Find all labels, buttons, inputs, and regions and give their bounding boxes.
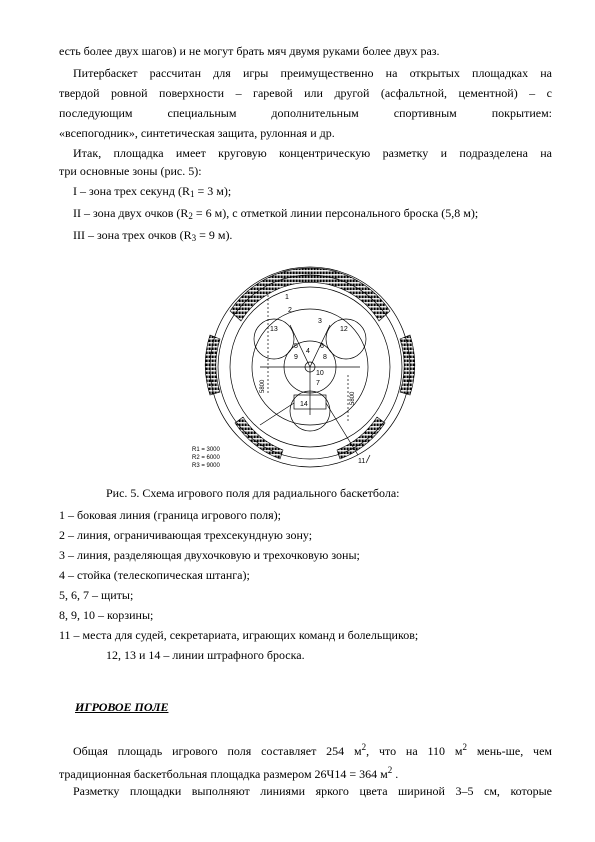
- free-throw-circle-12: [326, 319, 366, 359]
- label-10: 10: [316, 370, 324, 377]
- label-12: 12: [340, 326, 348, 333]
- label-13: 13: [270, 326, 278, 333]
- zone-item: I – зона трех секунд ($R_1 = 3$ м);: [73, 184, 232, 199]
- legend-item: 11 – места для судей, секретариата, играющих команд и болельщиков;: [59, 628, 419, 642]
- legend-item: 5, 6, 7 – щиты;: [59, 588, 134, 602]
- label-8: 8: [323, 354, 327, 361]
- label-1: 1: [285, 294, 289, 301]
- zone-item: II – зона двух очков ($R_2 = 6$ м), с отметкой линии персонального броска (5,8 м);: [73, 206, 479, 221]
- label-7: 7: [316, 380, 320, 387]
- text-line: есть более двух шагов) и не могут брать мяч двумя руками более двух раз.: [59, 44, 440, 58]
- label-14: 14: [300, 401, 308, 408]
- section-heading: ИГРОВОЕ ПОЛЕ: [75, 700, 169, 714]
- label-5: 5: [294, 343, 298, 350]
- text-line: Общая площадь игрового поля составляет 254 $м^2$, что на 110 $м^2$ мень-ше, чем: [73, 742, 552, 758]
- zone-item: III – зона трех очков ($R_3 = 9$ м).: [73, 228, 233, 243]
- spectator-stands: [205, 268, 414, 459]
- label-2: 2: [288, 307, 292, 314]
- free-throw-circle-13: [254, 319, 294, 359]
- legend-item: 3 – линия, разделяющая двухочковую и трехочковую зоны;: [59, 548, 360, 562]
- label-11: 11: [358, 458, 366, 465]
- text-line: твердой ровной поверхности – гаревой или другой (асфальтной, цементной) – с: [59, 86, 552, 100]
- label-9: 9: [294, 354, 298, 361]
- label-3: 3: [318, 318, 322, 325]
- dimension-left: 5800: [260, 379, 266, 393]
- radius-r1: R1 = 3000: [192, 447, 220, 453]
- label-4: 4: [306, 348, 310, 355]
- text-line: Питербаскет рассчитан для игры преимущественно на открытых площадках на: [73, 66, 552, 80]
- text-line: Итак, площадка имеет круговую концентрическую разметку и подразделена на: [73, 146, 552, 160]
- figure-caption: Рис. 5. Схема игрового поля для радиального баскетбола:: [106, 486, 400, 500]
- court-diagram: [190, 255, 430, 475]
- legend-item: 1 – боковая линия (граница игрового поля);: [59, 508, 281, 522]
- legend-item: 2 – линия, ограничивающая трехсекундную зону;: [59, 528, 313, 542]
- text-line: три основные зоны (рис. 5):: [59, 164, 202, 178]
- text-line: традиционная баскетбольная площадка размером 26Ч14 = 364 $м^2$ .: [59, 765, 399, 781]
- dimension-right: 5800: [350, 391, 356, 405]
- legend-item: 12, 13 и 14 – линии штрафного броска.: [106, 648, 305, 662]
- text-line: Разметку площадки выполняют линиями яркого цвета шириной 3–5 см, которые: [73, 784, 552, 798]
- legend-item: 4 – стойка (телескопическая штанга);: [59, 568, 250, 582]
- text-line: последующим специальным дополнительным спортивным покрытием:: [59, 106, 552, 120]
- label-6: 6: [320, 343, 324, 350]
- radius-r3: R3 = 9000: [192, 463, 220, 469]
- text-line: «всепогодник», синтетическая защита, рулонная и др.: [59, 126, 335, 140]
- legend-item: 8, 9, 10 – корзины;: [59, 608, 154, 622]
- radius-r2: R2 = 6000: [192, 455, 220, 461]
